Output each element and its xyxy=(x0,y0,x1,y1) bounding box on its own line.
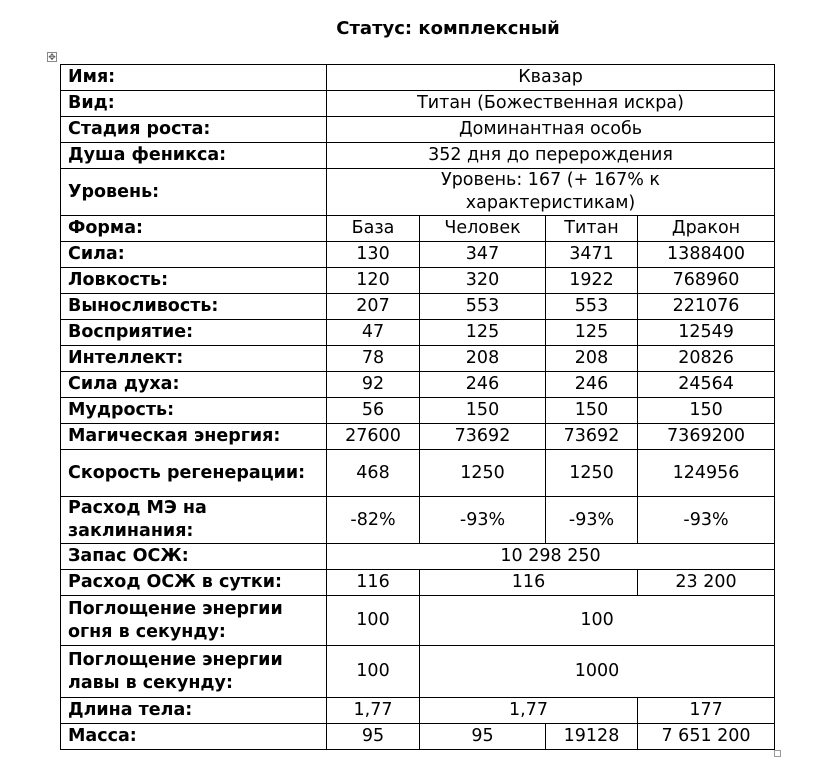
cell: 78 xyxy=(327,346,420,372)
cell: -82% xyxy=(327,497,420,544)
cell: 246 xyxy=(420,372,546,398)
table-row xyxy=(61,242,775,268)
cell: 19128 xyxy=(546,724,638,750)
table-row xyxy=(61,450,775,497)
osj-reserve-value: 10 298 250 xyxy=(327,544,775,570)
cell: 27600 xyxy=(327,424,420,450)
cell: 246 xyxy=(546,372,638,398)
cell: 320 xyxy=(420,268,546,294)
cell: -93% xyxy=(420,497,546,544)
row-label: Магическая энергия: xyxy=(61,424,327,450)
cell: 73692 xyxy=(546,424,638,450)
row-body-length xyxy=(61,698,775,724)
row-label: Выносливость: xyxy=(61,294,327,320)
cell: 207 xyxy=(327,294,420,320)
row-label: Вид: xyxy=(61,91,327,117)
row-phoenix-soul xyxy=(61,143,775,169)
cell: 1922 xyxy=(546,268,638,294)
cell: 3471 xyxy=(546,242,638,268)
cell: 100 xyxy=(327,596,420,646)
row-forms-header xyxy=(61,216,775,242)
cell: 100 xyxy=(420,596,775,646)
table-row xyxy=(61,268,775,294)
cell: 120 xyxy=(327,268,420,294)
cell: 150 xyxy=(638,398,775,424)
cell: 1388400 xyxy=(638,242,775,268)
cell: 7 651 200 xyxy=(638,724,775,750)
cell: 125 xyxy=(420,320,546,346)
cell: 7369200 xyxy=(638,424,775,450)
cell: 23 200 xyxy=(638,570,775,596)
cell: 92 xyxy=(327,372,420,398)
phoenix-soul-value: 352 дня до перерождения xyxy=(327,143,775,169)
row-label: Скорость регенерации: xyxy=(61,450,327,497)
row-name xyxy=(61,65,775,91)
status-table xyxy=(60,64,775,750)
row-label: Расход ОСЖ в сутки: xyxy=(61,570,327,596)
table-row xyxy=(61,320,775,346)
table-resize-handle-icon[interactable] xyxy=(774,750,781,757)
cell: 553 xyxy=(546,294,638,320)
row-label: Поглощение энергии огня в секунду: xyxy=(61,596,327,646)
row-label: Запас ОСЖ: xyxy=(61,544,327,570)
cell: 1,77 xyxy=(327,698,420,724)
level-value: Уровень: 167 (+ 167% к характеристикам) xyxy=(327,169,775,216)
row-fire-absorption xyxy=(61,596,775,646)
form-column-header: Дракон xyxy=(638,216,775,242)
cell: 150 xyxy=(420,398,546,424)
cell: 553 xyxy=(420,294,546,320)
cell: 12549 xyxy=(638,320,775,346)
table-row xyxy=(61,497,775,544)
cell: 116 xyxy=(327,570,420,596)
row-label: Сила духа: xyxy=(61,372,327,398)
form-column-header: Человек xyxy=(420,216,546,242)
table-row xyxy=(61,294,775,320)
row-mass xyxy=(61,724,775,750)
cell: 56 xyxy=(327,398,420,424)
cell: 208 xyxy=(546,346,638,372)
row-lava-absorption xyxy=(61,646,775,698)
cell: 768960 xyxy=(638,268,775,294)
cell: 150 xyxy=(546,398,638,424)
cell: 221076 xyxy=(638,294,775,320)
row-label: Расход МЭ на заклинания: xyxy=(61,497,327,544)
table-row xyxy=(61,424,775,450)
status-title: Статус: комплексный xyxy=(336,18,560,39)
row-label: Масса: xyxy=(61,724,327,750)
cell: 73692 xyxy=(420,424,546,450)
cell: 177 xyxy=(638,698,775,724)
row-label: Уровень: xyxy=(61,169,327,216)
row-kind xyxy=(61,91,775,117)
row-label: Интеллект: xyxy=(61,346,327,372)
cell: 468 xyxy=(327,450,420,497)
row-label: Ловкость: xyxy=(61,268,327,294)
cell: 124956 xyxy=(638,450,775,497)
row-osj-reserve xyxy=(61,544,775,570)
row-label: Восприятие: xyxy=(61,320,327,346)
growth-stage-value: Доминантная особь xyxy=(327,117,775,143)
row-osj-daily xyxy=(61,570,775,596)
cell: -93% xyxy=(638,497,775,544)
cell: 1250 xyxy=(420,450,546,497)
row-label: Поглощение энергии лавы в секунду: xyxy=(61,646,327,698)
row-label: Мудрость: xyxy=(61,398,327,424)
cell: -93% xyxy=(546,497,638,544)
name-value: Квазар xyxy=(327,65,775,91)
cell: 95 xyxy=(327,724,420,750)
cell: 130 xyxy=(327,242,420,268)
row-label: Длина тела: xyxy=(61,698,327,724)
table-row xyxy=(61,398,775,424)
form-column-header: Титан xyxy=(546,216,638,242)
row-growth-stage xyxy=(61,117,775,143)
row-label: Стадия роста: xyxy=(61,117,327,143)
row-label: Имя: xyxy=(61,65,327,91)
row-label: Сила: xyxy=(61,242,327,268)
table-row xyxy=(61,346,775,372)
cell: 1,77 xyxy=(420,698,638,724)
cell: 47 xyxy=(327,320,420,346)
cell: 1250 xyxy=(546,450,638,497)
cell: 116 xyxy=(420,570,638,596)
table-row xyxy=(61,372,775,398)
form-column-header: База xyxy=(327,216,420,242)
cell: 208 xyxy=(420,346,546,372)
cell: 95 xyxy=(420,724,546,750)
cell: 20826 xyxy=(638,346,775,372)
cell: 24564 xyxy=(638,372,775,398)
table-move-handle-icon[interactable]: ✥ xyxy=(48,53,56,63)
cell: 100 xyxy=(327,646,420,698)
kind-value: Титан (Божественная искра) xyxy=(327,91,775,117)
row-label: Форма: xyxy=(61,216,327,242)
cell: 347 xyxy=(420,242,546,268)
cell: 125 xyxy=(546,320,638,346)
row-level xyxy=(61,169,775,216)
cell: 1000 xyxy=(420,646,775,698)
row-label: Душа феникса: xyxy=(61,143,327,169)
